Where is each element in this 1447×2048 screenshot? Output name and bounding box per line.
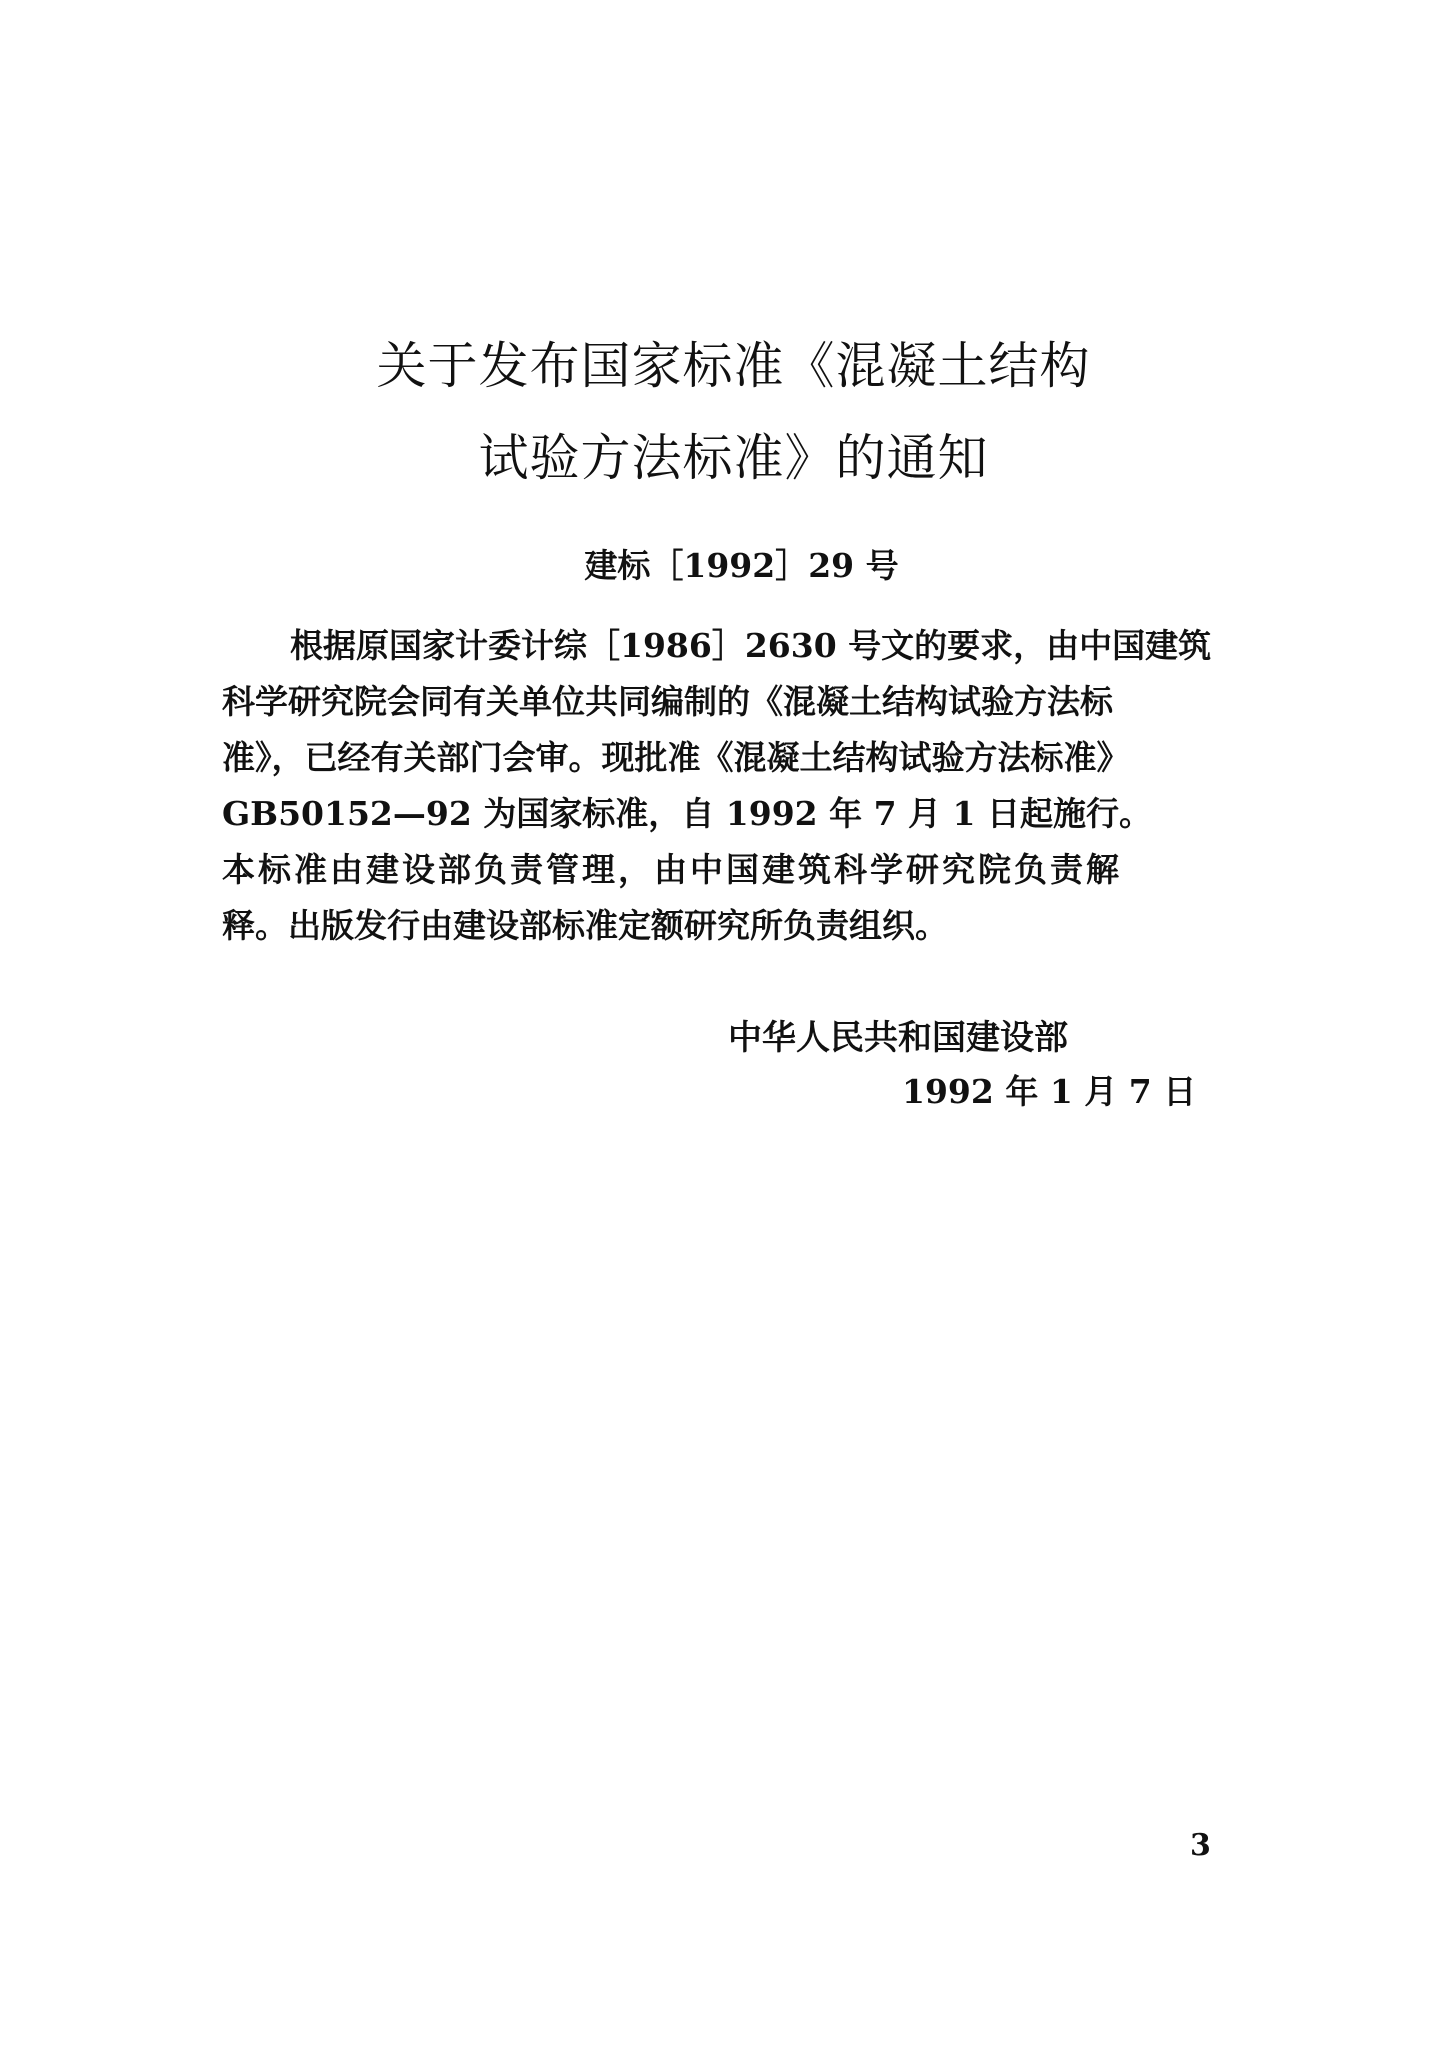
- body-line: 根据原国家计委计综［1986］2630 号文的要求，由中国建筑: [290, 626, 1212, 665]
- body-line: 释。出版发行由建设部标准定额研究所负责组织。: [222, 906, 948, 945]
- issue-date: 1992 年 1 月 7 日: [902, 1072, 1197, 1111]
- issuing-authority: 中华人民共和国建设部: [728, 1018, 1068, 1058]
- body-line: GB50152—92 为国家标准，自 1992 年 7 月 1 日起施行。: [222, 794, 1152, 833]
- notice-title-line-1: 关于发布国家标准《混凝土结构: [376, 337, 1091, 395]
- page-number: 3: [1190, 1828, 1211, 1863]
- notice-title-line-2: 试验方法标准》的通知: [478, 429, 989, 487]
- body-line: 本标准由建设部负责管理，由中国建筑科学研究院负责解: [222, 850, 1122, 889]
- document-number: 建标［1992］29 号: [584, 546, 899, 585]
- body-line: 科学研究院会同有关单位共同编制的《混凝土结构试验方法标: [222, 682, 1113, 721]
- body-line: 准》，已经有关部门会审。现批准《混凝土结构试验方法标准》: [222, 738, 1130, 777]
